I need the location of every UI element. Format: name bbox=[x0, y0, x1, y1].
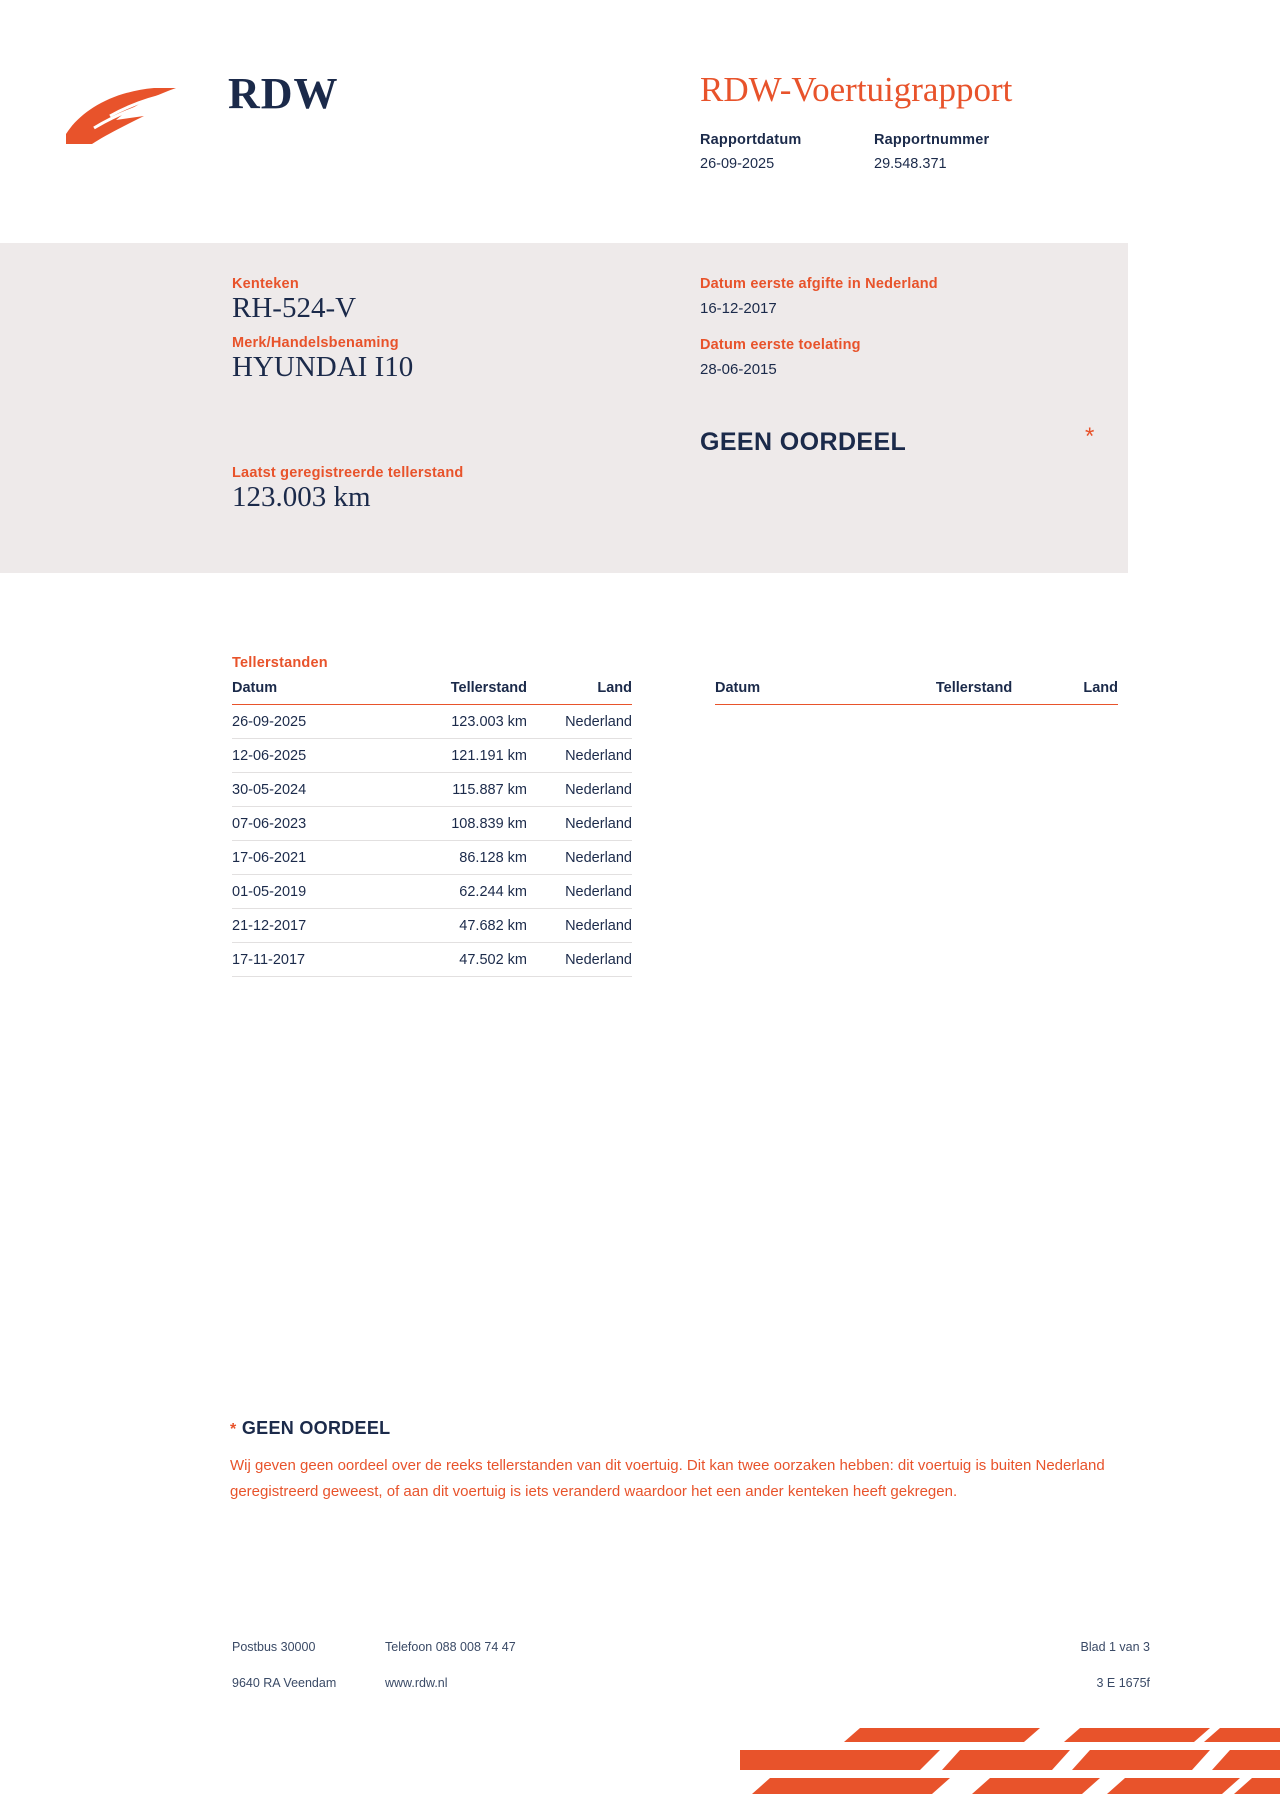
cell-date: 26-09-2025 bbox=[232, 705, 392, 739]
cell-land: Nederland bbox=[527, 705, 632, 739]
table-header-row bbox=[232, 680, 632, 705]
cell-reading: 123.003 km bbox=[392, 705, 527, 739]
column-header-date: Datum bbox=[715, 680, 876, 705]
cell-reading: 108.839 km bbox=[392, 807, 527, 841]
bottom-decorative-graphic bbox=[740, 1720, 1280, 1810]
table-row bbox=[232, 739, 632, 773]
cell-date: 07-06-2023 bbox=[232, 807, 392, 841]
table-row bbox=[232, 875, 632, 909]
cell-date: 17-06-2021 bbox=[232, 841, 392, 875]
report-date-value: 26-09-2025 bbox=[700, 156, 775, 172]
first-admission-label: Datum eerste toelating bbox=[700, 337, 861, 353]
cell-land: Nederland bbox=[527, 943, 632, 977]
vehicle-summary-content bbox=[0, 243, 1128, 583]
cell-reading: 86.128 km bbox=[392, 841, 527, 875]
footer-website[interactable]: www.rdw.nl bbox=[385, 1676, 448, 1690]
footer-page-column bbox=[1060, 1640, 1150, 1690]
table-row bbox=[232, 841, 632, 875]
cell-land: Nederland bbox=[527, 773, 632, 807]
column-header-date: Datum bbox=[232, 680, 392, 705]
column-header-reading: Tellerstand bbox=[392, 680, 527, 705]
brand-label: Merk/Handelsbenaming bbox=[232, 335, 399, 351]
report-number-label: Rapportnummer bbox=[874, 132, 990, 148]
rdw-wordmark: RDW bbox=[228, 69, 339, 118]
cell-land: Nederland bbox=[527, 739, 632, 773]
report-date-label: Rapportdatum bbox=[700, 132, 802, 148]
footer-page-info: Blad 1 van 3 bbox=[1080, 1640, 1150, 1654]
footer-po-box: Postbus 30000 bbox=[232, 1640, 316, 1654]
report-number-value: 29.548.371 bbox=[874, 156, 947, 172]
table-header-row bbox=[715, 680, 1118, 705]
readings-table-left bbox=[232, 680, 632, 977]
report-meta bbox=[700, 132, 1013, 172]
column-header-land: Land bbox=[527, 680, 632, 705]
cell-land: Nederland bbox=[527, 875, 632, 909]
report-title: RDW-Voertuigrapport bbox=[700, 70, 1013, 109]
cell-date: 21-12-2017 bbox=[232, 909, 392, 943]
cell-reading: 121.191 km bbox=[392, 739, 527, 773]
footnote-title-text: GEEN OORDEEL bbox=[241, 1418, 391, 1438]
cell-reading: 115.887 km bbox=[392, 773, 527, 807]
first-issue-nl-value: 16-12-2017 bbox=[700, 300, 777, 317]
footnote-block bbox=[230, 1418, 1130, 1506]
footnote-text: Wij geven geen oordeel over de reeks tellerstanden van dit voertuig. Dit kan twee oorzaken hebben: dit voertuig is buiten Nederland geregistreerd geweest, of aan dit voertuig is iets veranderd waardoor het een ander kenteken heeft gekregen. bbox=[230, 1457, 1105, 1501]
last-odometer-block bbox=[232, 465, 463, 514]
table-row bbox=[232, 773, 632, 807]
document-header bbox=[0, 40, 1280, 170]
cell-reading: 62.244 km bbox=[392, 875, 527, 909]
table-row bbox=[232, 943, 632, 977]
verdict-text: GEEN OORDEEL bbox=[700, 428, 907, 456]
footer-doc-code: 3 E 1675f bbox=[1096, 1676, 1150, 1690]
report-date-block bbox=[700, 132, 850, 172]
table-row bbox=[232, 909, 632, 943]
first-admission-value: 28-06-2015 bbox=[700, 361, 777, 378]
cell-date: 30-05-2024 bbox=[232, 773, 392, 807]
table-row bbox=[232, 807, 632, 841]
cell-date: 01-05-2019 bbox=[232, 875, 392, 909]
column-header-reading: Tellerstand bbox=[876, 680, 1012, 705]
vehicle-identity-column bbox=[232, 276, 612, 384]
footer-postcode-city: 9640 RA Veendam bbox=[232, 1676, 337, 1690]
footer-phone: Telefoon 088 008 74 47 bbox=[385, 1640, 516, 1654]
first-issue-nl-label: Datum eerste afgifte in Nederland bbox=[700, 276, 938, 292]
licence-label: Kenteken bbox=[232, 276, 299, 292]
column-header-land: Land bbox=[1012, 680, 1118, 705]
footer-contact-column bbox=[385, 1640, 516, 1690]
readings-table-right bbox=[715, 680, 1118, 705]
cell-land: Nederland bbox=[527, 841, 632, 875]
table-row bbox=[232, 705, 632, 739]
brand-value: HYUNDAI I10 bbox=[232, 351, 414, 383]
rdw-logo-icon bbox=[58, 82, 188, 152]
verdict-footnote-marker: * bbox=[1085, 423, 1095, 450]
footer-address-column bbox=[232, 1640, 336, 1690]
report-number-block bbox=[874, 132, 989, 172]
last-odometer-value: 123.003 km bbox=[232, 481, 371, 513]
cell-date: 17-11-2017 bbox=[232, 943, 392, 977]
vehicle-dates-column bbox=[700, 276, 1120, 378]
cell-reading: 47.682 km bbox=[392, 909, 527, 943]
readings-section-title: Tellerstanden bbox=[232, 655, 328, 671]
last-odometer-label: Laatst geregistreerde tellerstand bbox=[232, 465, 464, 481]
cell-land: Nederland bbox=[527, 807, 632, 841]
cell-land: Nederland bbox=[527, 909, 632, 943]
footnote-title bbox=[230, 1418, 1130, 1439]
footnote-marker: * bbox=[230, 1421, 237, 1438]
cell-reading: 47.502 km bbox=[392, 943, 527, 977]
licence-value: RH-524-V bbox=[232, 292, 357, 324]
cell-date: 12-06-2025 bbox=[232, 739, 392, 773]
